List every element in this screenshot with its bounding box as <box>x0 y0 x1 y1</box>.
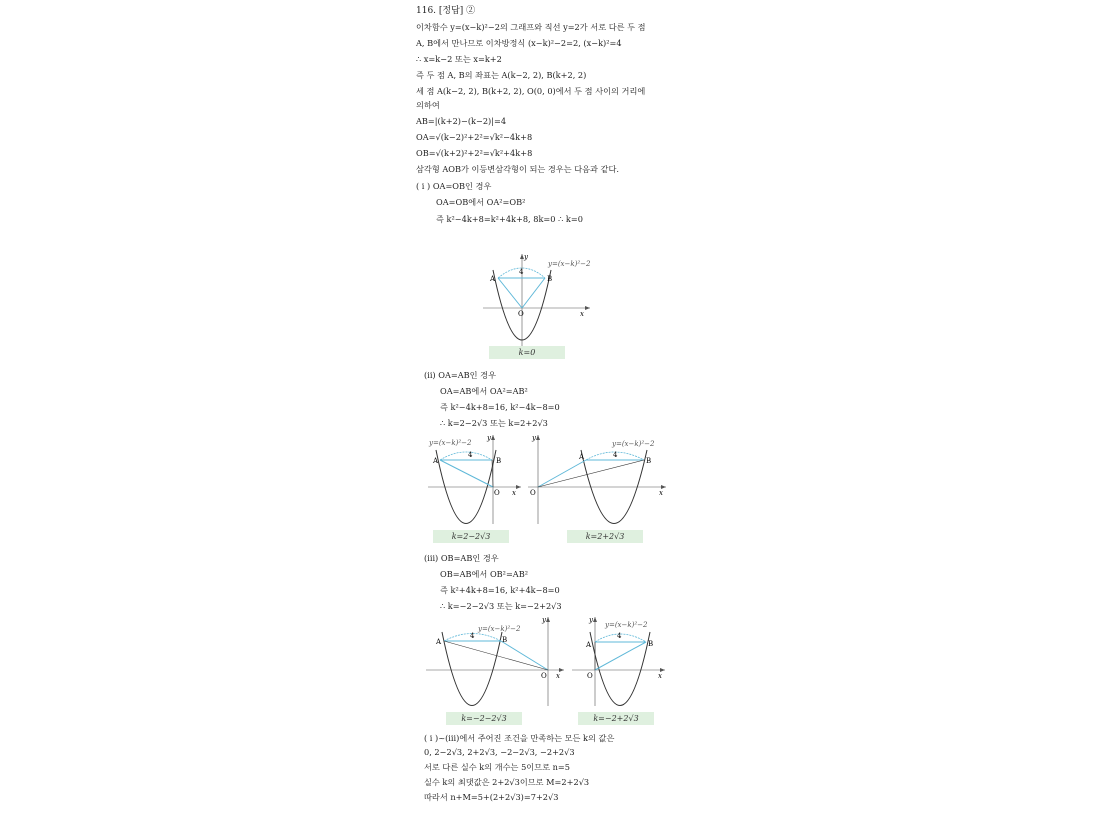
conclusion-line: 실수 k의 최댓값은 2+2√3이므로 M=2+2√3 <box>424 777 590 787</box>
point-a: A <box>433 457 439 465</box>
point-b: B <box>502 636 508 644</box>
curve-label: y=(x−k)²−2 <box>478 625 521 633</box>
graph-case3-right <box>570 614 670 709</box>
distance-ab: AB=|(k+2)−(k−2)|=4 <box>416 116 507 126</box>
intro-line: 의하여 <box>416 100 440 110</box>
graph-case1 <box>478 250 608 350</box>
intro-line: 이차함수 y=(x−k)²−2의 그래프와 직선 y=2가 서로 다른 두 점 <box>416 22 646 32</box>
distance-ob: OB=√(k+2)²+2²=√k²+4k+8 <box>416 148 533 158</box>
graph-case2-right <box>526 432 671 527</box>
curve-label: y=(x−k)²−2 <box>429 439 472 447</box>
intro-line: 세 점 A(k−2, 2), B(k+2, 2), O(0, 0)에서 두 점 사이의 거리에 <box>416 86 646 96</box>
origin: O <box>530 489 536 497</box>
intro-line: 즉 두 점 A, B의 좌표는 A(k−2, 2), B(k+2, 2) <box>416 70 587 80</box>
point-b: B <box>648 640 654 648</box>
case2-title: (ⅱ) OA=AB인 경우 <box>424 370 496 380</box>
point-a: A <box>579 453 585 461</box>
point-b: B <box>547 275 553 283</box>
y-axis-label: y <box>542 616 546 624</box>
curve-label: y=(x−k)²−2 <box>548 260 591 268</box>
case2-line: 즉 k²−4k+8=16, k²−4k−8=0 <box>440 402 560 412</box>
origin: O <box>541 672 547 680</box>
segment-length: 4 <box>617 632 622 640</box>
point-a: A <box>490 275 496 283</box>
x-axis-label: x <box>580 310 584 318</box>
y-axis-label: y <box>524 253 528 261</box>
curve-label: y=(x−k)²−2 <box>605 621 648 629</box>
case2-caption-right: k=2+2√3 <box>567 530 643 543</box>
case2-line: OA=AB에서 OA²=AB² <box>440 386 528 396</box>
final-answer: 따라서 n+M=5+(2+2√3)=7+2√3 <box>424 792 559 802</box>
x-axis-label: x <box>658 672 662 680</box>
case3-caption-right: k=−2+2√3 <box>578 712 654 725</box>
origin: O <box>518 310 524 318</box>
origin: O <box>587 672 593 680</box>
case1-caption: k=0 <box>489 346 565 359</box>
point-b: B <box>496 457 502 465</box>
x-axis-label: x <box>512 489 516 497</box>
point-a: A <box>586 641 592 649</box>
segment-length: 4 <box>468 451 473 459</box>
answer-header: 116. [정답] ② <box>416 6 476 16</box>
conclusion-line: ( i )~(ⅲ)에서 주어진 조건을 만족하는 모든 k의 값은 <box>424 733 615 743</box>
point-b: B <box>646 457 652 465</box>
case3-line: ∴ k=−2−2√3 또는 k=−2+2√3 <box>440 601 562 611</box>
conclusion-line: 서로 다른 실수 k의 개수는 5이므로 n=5 <box>424 762 570 772</box>
case3-line: 즉 k²+4k+8=16, k²+4k−8=0 <box>440 585 560 595</box>
case2-caption-left: k=2−2√3 <box>433 530 509 543</box>
intro-line: ∴ x=k−2 또는 x=k+2 <box>416 54 502 64</box>
curve-label: y=(x−k)²−2 <box>612 440 655 448</box>
x-axis-label: x <box>556 672 560 680</box>
case1-title: ( i ) OA=OB인 경우 <box>416 181 492 191</box>
distance-oa: OA=√(k−2)²+2²=√k²−4k+8 <box>416 132 533 142</box>
y-axis-label: y <box>532 434 536 442</box>
segment-length: 4 <box>613 451 618 459</box>
x-axis-label: x <box>659 489 663 497</box>
case2-line: ∴ k=2−2√3 또는 k=2+2√3 <box>440 418 548 428</box>
origin: O <box>494 489 500 497</box>
point-a: A <box>436 638 442 646</box>
case3-caption-left: k=−2−2√3 <box>446 712 522 725</box>
case3-title: (ⅲ) OB=AB인 경우 <box>424 553 499 563</box>
case1-line: 즉 k²−4k+8=k²+4k+8, 8k=0 ∴ k=0 <box>436 214 583 224</box>
case1-line: OA=OB에서 OA²=OB² <box>436 197 526 207</box>
segment-length: 4 <box>519 268 524 276</box>
graph-case3-left <box>424 614 569 709</box>
conclusion-values: 0, 2−2√3, 2+2√3, −2−2√3, −2+2√3 <box>424 747 575 757</box>
intro-line: 삼각형 AOB가 이등변삼각형이 되는 경우는 다음과 같다. <box>416 164 619 174</box>
segment-length: 4 <box>470 632 475 640</box>
graph-case2-left <box>426 432 526 527</box>
case3-line: OB=AB에서 OB²=AB² <box>440 569 529 579</box>
y-axis-label: y <box>487 434 491 442</box>
y-axis-label: y <box>589 616 593 624</box>
intro-line: A, B에서 만나므로 이차방정식 (x−k)²−2=2, (x−k)²=4 <box>416 38 622 48</box>
